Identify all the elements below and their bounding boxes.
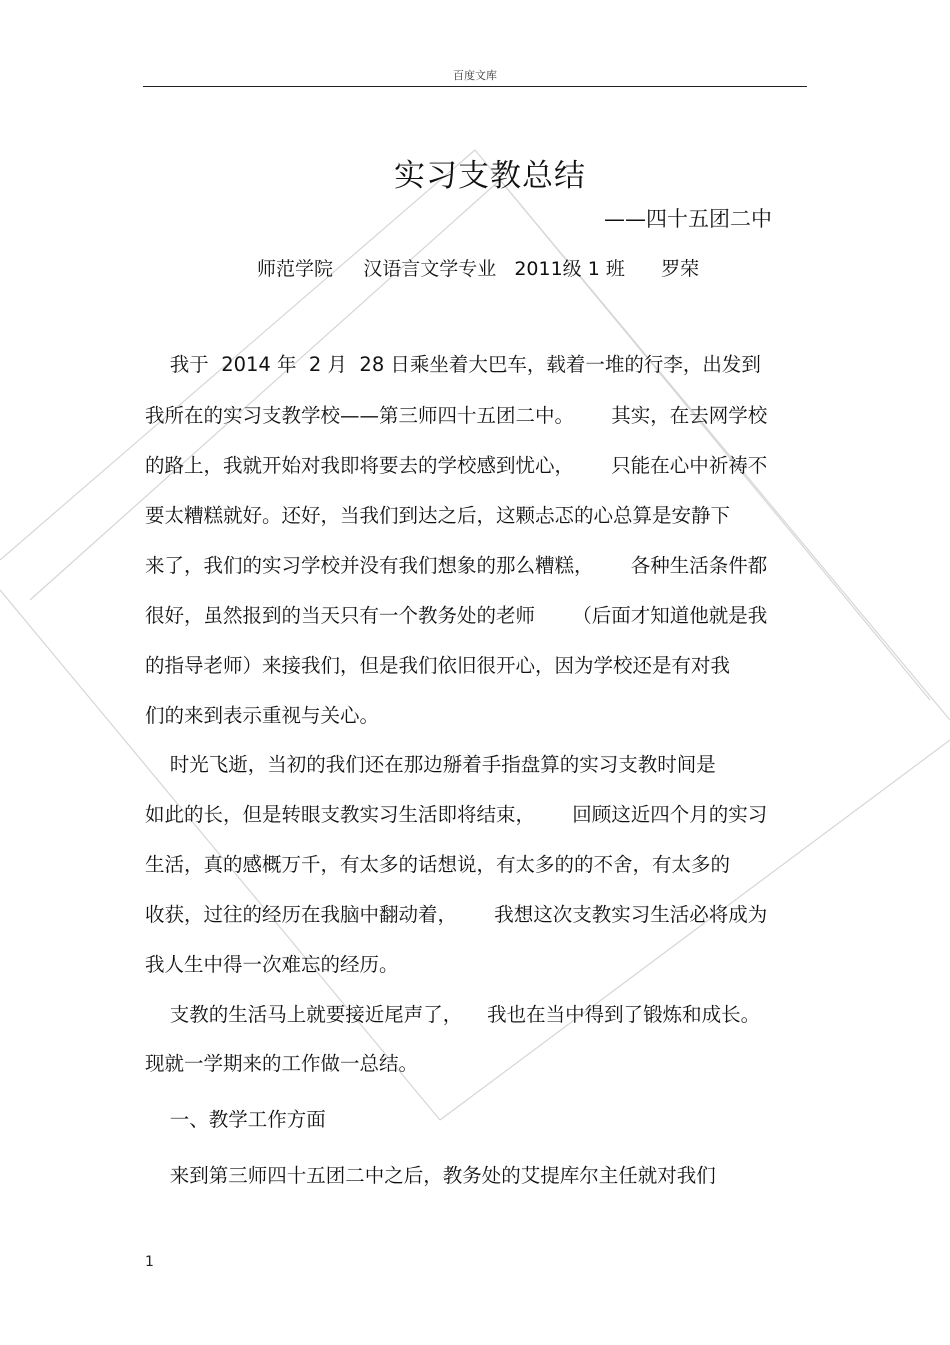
text-line: 生活，真的感概万千，有太多的话想说，有太多的的不舍，有太多的 — [145, 853, 731, 876]
text-line: 我所在的实习支教学校——第三师四十五团二中。 其实，在去网学校 — [145, 404, 768, 427]
text-line: 的指导老师）来接我们，但是我们依旧很开心，因为学校还是有对我 — [145, 654, 731, 677]
text-line: 来了，我们的实习学校并没有我们想象的那么糟糕， 各种生活条件都 — [145, 554, 768, 577]
section-heading: 一、教学工作方面 — [145, 1108, 326, 1131]
text-line: 时光飞逝，当初的我们还在那边掰着手指盘算的实习支教时间是 — [145, 753, 716, 776]
text-line: 我于 2014 年 2 月 28 日乘坐着大巴车，载着一堆的行李，出发到 — [145, 353, 761, 376]
author-line: 师范学院 汉语言文学专业 2011级 1 班 罗荣 — [257, 258, 700, 280]
text-line: 要太糟糕就好。还好，当我们到达之后，这颗忐忑的心总算是安静下 — [145, 504, 731, 527]
text-line: 我人生中得一次难忘的经历。 — [145, 953, 399, 976]
text-line: 来到第三师四十五团二中之后，教务处的艾提库尔主任就对我们 — [145, 1164, 716, 1187]
header-divider — [143, 86, 807, 87]
text-line: 的路上，我就开始对我即将要去的学校感到忧心， 只能在心中祈祷不 — [145, 454, 768, 477]
document-title: 实习支教总结 — [394, 158, 586, 194]
header-title: 百度文库 — [453, 69, 497, 82]
text-line: 收获，过往的经历在我脑中翻动着， 我想这次支教实习生活必将成为 — [145, 903, 768, 926]
text-line: 们的来到表示重视与关心。 — [145, 704, 380, 727]
document-subtitle: ——四十五团二中 — [604, 207, 772, 231]
text-line: 支教的生活马上就要接近尾声了， 我也在当中得到了锻炼和成长。 — [145, 1003, 761, 1026]
text-line: 如此的长，但是转眼支教实习生活即将结束， 回顾这近四个月的实习 — [145, 803, 768, 826]
page-number: 1 — [145, 1254, 154, 1270]
text-line: 很好，虽然报到的当天只有一个教务处的老师 （后面才知道他就是我 — [145, 604, 768, 627]
text-line: 现就一学期来的工作做一总结。 — [145, 1052, 419, 1075]
